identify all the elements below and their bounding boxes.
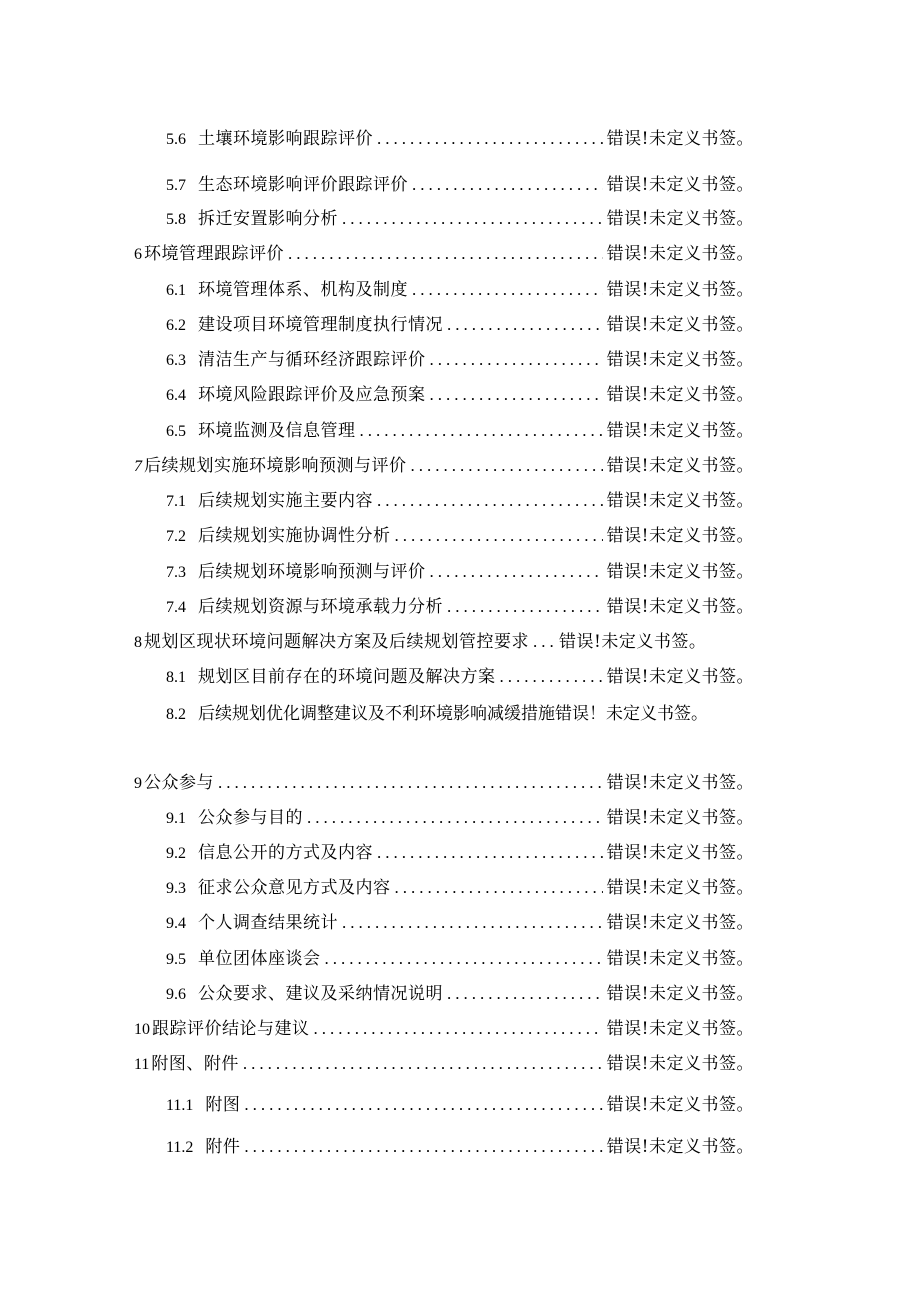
toc-number: 5.7 xyxy=(166,177,186,194)
toc-page-ref: 错误!未定义书签。 xyxy=(606,385,754,405)
toc-number: 6.5 xyxy=(166,423,186,440)
toc-leader xyxy=(411,451,603,481)
toc-leader xyxy=(377,838,603,868)
toc-leader xyxy=(377,124,603,154)
toc-page-ref: 错误!未定义书签。 xyxy=(606,562,754,582)
toc-leader xyxy=(447,979,603,1009)
toc-leader xyxy=(533,627,555,657)
toc-page-ref: 错误!未定义书签。 xyxy=(606,350,754,370)
toc-entry-10[interactable] xyxy=(134,1014,754,1044)
toc-page-ref: 错误!未定义书签。 xyxy=(606,949,754,969)
toc-page-ref: 错误!未定义书签。 xyxy=(606,843,754,863)
toc-title: 公众参与 xyxy=(144,773,214,793)
toc-page-ref: 错误!未定义书签。 xyxy=(606,491,754,511)
toc-title: 后续规划优化调整建议及不利环境影响减缓措施错误！未定义书签。 xyxy=(198,704,708,724)
toc-leader xyxy=(395,521,603,551)
toc-title: 征求公众意见方式及内容 xyxy=(198,878,391,898)
toc-page-ref: 错误!未定义书签。 xyxy=(606,1095,754,1115)
toc-number: 11.2 xyxy=(166,1139,194,1156)
toc-title: 环境管理体系、机构及制度 xyxy=(198,280,408,300)
toc-entry-8[interactable] xyxy=(134,627,794,657)
toc-title: 清洁生产与循环经济跟踪评价 xyxy=(198,350,426,370)
toc-title: 生态环境影响评价跟踪评价 xyxy=(198,175,408,195)
toc-entry-6-4[interactable] xyxy=(166,380,754,410)
toc-title: 规划区目前存在的环境问题及解决方案 xyxy=(198,667,496,687)
toc-entry-9-1[interactable] xyxy=(166,803,754,833)
toc-title: 跟踪评价结论与建议 xyxy=(152,1019,310,1039)
toc-entry-5-6[interactable] xyxy=(166,124,754,154)
toc-number: 9 xyxy=(134,775,142,792)
toc-title: 规划区现状环境问题解决方案及后续规划管控要求 xyxy=(144,632,529,652)
toc-number: 9.5 xyxy=(166,951,186,968)
toc-entry-11[interactable] xyxy=(134,1049,754,1079)
toc-entry-7-3[interactable] xyxy=(166,557,754,587)
toc-leader xyxy=(500,662,603,692)
toc-title: 后续规划实施环境影响预测与评价 xyxy=(144,456,407,476)
toc-page-ref: 错误!未定义书签。 xyxy=(606,315,754,335)
toc-entry-6-2[interactable] xyxy=(166,310,754,340)
toc-entry-8-2[interactable] xyxy=(166,697,766,732)
toc-title: 环境管理跟踪评价 xyxy=(144,244,284,264)
toc-number: 11.1 xyxy=(166,1097,194,1114)
toc-entry-6[interactable] xyxy=(134,239,754,269)
toc-leader xyxy=(430,380,603,410)
toc-title: 环境监测及信息管理 xyxy=(198,421,356,441)
toc-entry-5-7[interactable] xyxy=(166,170,754,200)
toc-number: 6 xyxy=(134,246,142,263)
toc-number: 7.1 xyxy=(166,493,186,510)
toc-leader xyxy=(314,1014,603,1044)
toc-number: 11 xyxy=(134,1056,150,1073)
toc-title: 拆迁安置影响分析 xyxy=(198,209,338,229)
toc-page-ref: 错误!未定义书签。 xyxy=(606,597,754,617)
toc-leader xyxy=(218,768,603,798)
toc-page-ref: 错误!未定义书签。 xyxy=(606,1054,754,1074)
toc-leader xyxy=(342,908,603,938)
toc-number: 5.8 xyxy=(166,211,186,228)
toc-leader xyxy=(430,345,603,375)
toc-leader xyxy=(447,592,603,622)
toc-entry-7-2[interactable] xyxy=(166,521,754,551)
toc-number: 9.2 xyxy=(166,845,186,862)
toc-entry-5-8[interactable] xyxy=(166,204,754,234)
toc-title: 公众要求、建议及采纳情况说明 xyxy=(198,984,443,1004)
toc-page-ref: 错误!未定义书签。 xyxy=(606,244,754,264)
toc-entry-6-3[interactable] xyxy=(166,345,754,375)
toc-entry-9-4[interactable] xyxy=(166,908,754,938)
toc-number: 9.4 xyxy=(166,915,186,932)
toc-title: 附图 xyxy=(205,1095,241,1115)
toc-title: 公众参与目的 xyxy=(198,808,303,828)
toc-number: 6.3 xyxy=(166,352,186,369)
toc-title: 附件 xyxy=(205,1137,241,1157)
toc-entry-9-2[interactable] xyxy=(166,838,754,868)
toc-leader xyxy=(377,486,603,516)
toc-number: 6.4 xyxy=(166,387,186,404)
toc-number: 9.3 xyxy=(166,880,186,897)
toc-number: 8.1 xyxy=(166,669,186,686)
toc-number: 9.6 xyxy=(166,986,186,1003)
toc-leader xyxy=(243,1049,603,1079)
toc-entry-7[interactable] xyxy=(134,451,754,481)
toc-page-ref: 错误!未定义书签。 xyxy=(606,456,754,476)
toc-page-ref: 错误!未定义书签。 xyxy=(606,913,754,933)
toc-title: 单位团体座谈会 xyxy=(198,949,321,969)
toc-page-ref: 错误!未定义书签。 xyxy=(606,129,754,149)
toc-page-ref: 错误!未定义书签。 xyxy=(606,175,754,195)
toc-title: 信息公开的方式及内容 xyxy=(198,843,373,863)
toc-number: 6.2 xyxy=(166,317,186,334)
toc-number: 9.1 xyxy=(166,810,186,827)
toc-title: 后续规划环境影响预测与评价 xyxy=(198,562,426,582)
toc-title: 建设项目环境管理制度执行情况 xyxy=(198,315,443,335)
toc-leader xyxy=(447,310,603,340)
toc-leader xyxy=(430,557,603,587)
toc-entry-7-4[interactable] xyxy=(166,592,754,622)
toc-page-ref: 错误!未定义书签。 xyxy=(606,526,754,546)
toc-leader xyxy=(395,873,603,903)
toc-number: 8 xyxy=(134,634,142,651)
toc-leader xyxy=(412,170,603,200)
toc-page-ref: 错误!未定义书签。 xyxy=(606,209,754,229)
toc-entry-6-5[interactable] xyxy=(166,416,754,446)
toc-page-ref: 错误!未定义书签。 xyxy=(606,808,754,828)
toc-page-ref: 错误!未定义书签。 xyxy=(559,632,707,652)
toc-number: 7.2 xyxy=(166,528,186,545)
toc-entry-7-1[interactable] xyxy=(166,486,754,516)
toc-title: 后续规划资源与环境承载力分析 xyxy=(198,597,443,617)
toc-page-ref: 错误!未定义书签。 xyxy=(606,280,754,300)
toc-number: 7.4 xyxy=(166,599,186,616)
toc-number: 6.1 xyxy=(166,282,186,299)
toc-entry-9-3[interactable] xyxy=(166,873,754,903)
toc-page-ref: 错误!未定义书签。 xyxy=(606,667,754,687)
toc-title: 后续规划实施主要内容 xyxy=(198,491,373,511)
toc-leader xyxy=(325,944,603,974)
toc-entry-9-5[interactable] xyxy=(166,944,754,974)
toc-leader xyxy=(307,803,603,833)
toc-entry-6-1[interactable] xyxy=(166,275,754,305)
toc-page-ref: 错误!未定义书签。 xyxy=(606,1137,754,1157)
toc-number: 7.3 xyxy=(166,564,186,581)
toc-leader xyxy=(244,1090,602,1120)
toc-leader xyxy=(244,1132,602,1162)
toc-page-ref: 错误!未定义书签。 xyxy=(606,878,754,898)
toc-title: 土壤环境影响跟踪评价 xyxy=(198,129,373,149)
toc-leader xyxy=(360,416,603,446)
toc-number: 7 xyxy=(134,458,142,475)
toc-page-ref: 错误!未定义书签。 xyxy=(606,421,754,441)
toc-entry-8-1[interactable] xyxy=(166,662,754,692)
toc-page-ref: 错误!未定义书签。 xyxy=(606,1019,754,1039)
toc-entry-11-1[interactable] xyxy=(166,1090,754,1120)
toc-title: 环境风险跟踪评价及应急预案 xyxy=(198,385,426,405)
toc-number: 10 xyxy=(134,1021,150,1038)
toc-title: 个人调查结果统计 xyxy=(198,913,338,933)
toc-leader xyxy=(288,239,603,269)
toc-entry-9[interactable] xyxy=(134,768,754,798)
toc-number: 5.6 xyxy=(166,131,186,148)
toc-title: 后续规划实施协调性分析 xyxy=(198,526,391,546)
toc-entry-11-2[interactable] xyxy=(166,1132,754,1162)
toc-page-ref: 错误!未定义书签。 xyxy=(606,984,754,1004)
toc-title: 附图、附件 xyxy=(151,1054,239,1074)
toc-entry-9-6[interactable] xyxy=(166,979,754,1009)
toc-leader xyxy=(342,204,603,234)
toc-leader xyxy=(412,275,603,305)
toc-number: 8.2 xyxy=(166,706,186,723)
toc-page-ref: 错误!未定义书签。 xyxy=(606,773,754,793)
